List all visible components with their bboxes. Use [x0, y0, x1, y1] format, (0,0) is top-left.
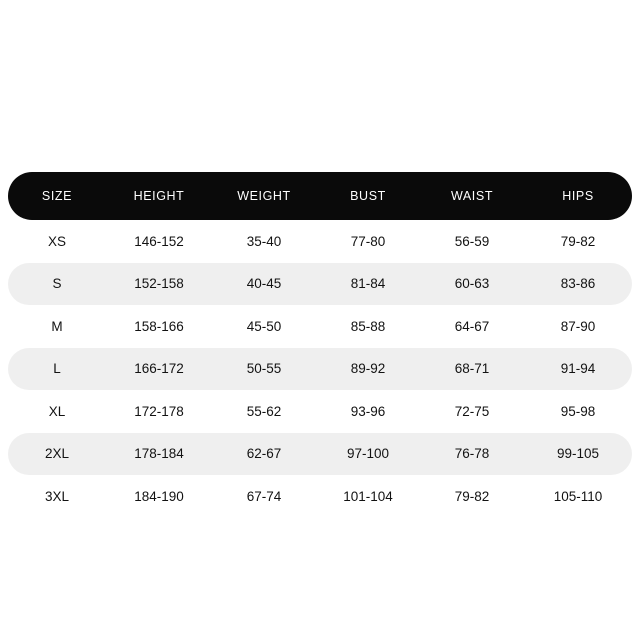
cell-size: S — [8, 263, 106, 306]
table-row — [8, 433, 632, 476]
table-row — [8, 348, 632, 391]
header-row — [8, 172, 632, 220]
cell-height: 178-184 — [106, 433, 212, 476]
cell-height: 146-152 — [106, 220, 212, 263]
cell-bust: 101-104 — [316, 475, 420, 518]
column-header-hips: HIPS — [524, 172, 632, 220]
cell-bust: 85-88 — [316, 305, 420, 348]
column-header-weight: WEIGHT — [212, 172, 316, 220]
cell-hips: 83-86 — [524, 263, 632, 306]
cell-hips: 87-90 — [524, 305, 632, 348]
cell-waist: 79-82 — [420, 475, 524, 518]
cell-hips: 95-98 — [524, 390, 632, 433]
cell-waist: 68-71 — [420, 348, 524, 391]
cell-size: XS — [8, 220, 106, 263]
cell-bust: 81-84 — [316, 263, 420, 306]
cell-weight: 40-45 — [212, 263, 316, 306]
table-row — [8, 475, 632, 518]
cell-hips: 105-110 — [524, 475, 632, 518]
cell-bust: 97-100 — [316, 433, 420, 476]
cell-size: M — [8, 305, 106, 348]
cell-height: 166-172 — [106, 348, 212, 391]
cell-size: 3XL — [8, 475, 106, 518]
size-chart-container — [8, 172, 632, 518]
column-header-waist: WAIST — [420, 172, 524, 220]
cell-weight: 55-62 — [212, 390, 316, 433]
cell-bust: 89-92 — [316, 348, 420, 391]
cell-waist: 72-75 — [420, 390, 524, 433]
cell-weight: 67-74 — [212, 475, 316, 518]
cell-hips: 79-82 — [524, 220, 632, 263]
cell-height: 184-190 — [106, 475, 212, 518]
cell-height: 152-158 — [106, 263, 212, 306]
cell-weight: 62-67 — [212, 433, 316, 476]
cell-weight: 35-40 — [212, 220, 316, 263]
cell-height: 158-166 — [106, 305, 212, 348]
cell-size: XL — [8, 390, 106, 433]
column-header-height: HEIGHT — [106, 172, 212, 220]
cell-size: 2XL — [8, 433, 106, 476]
cell-bust: 77-80 — [316, 220, 420, 263]
table-body — [8, 220, 632, 518]
cell-hips: 99-105 — [524, 433, 632, 476]
table-row — [8, 305, 632, 348]
cell-waist: 64-67 — [420, 305, 524, 348]
table-row — [8, 390, 632, 433]
cell-weight: 45-50 — [212, 305, 316, 348]
table-row — [8, 220, 632, 263]
cell-size: L — [8, 348, 106, 391]
cell-height: 172-178 — [106, 390, 212, 433]
table-header — [8, 172, 632, 220]
cell-bust: 93-96 — [316, 390, 420, 433]
cell-hips: 91-94 — [524, 348, 632, 391]
column-header-size: SIZE — [8, 172, 106, 220]
table-row — [8, 263, 632, 306]
cell-waist: 60-63 — [420, 263, 524, 306]
column-header-bust: BUST — [316, 172, 420, 220]
cell-waist: 76-78 — [420, 433, 524, 476]
size-chart-table — [8, 172, 632, 518]
cell-weight: 50-55 — [212, 348, 316, 391]
cell-waist: 56-59 — [420, 220, 524, 263]
